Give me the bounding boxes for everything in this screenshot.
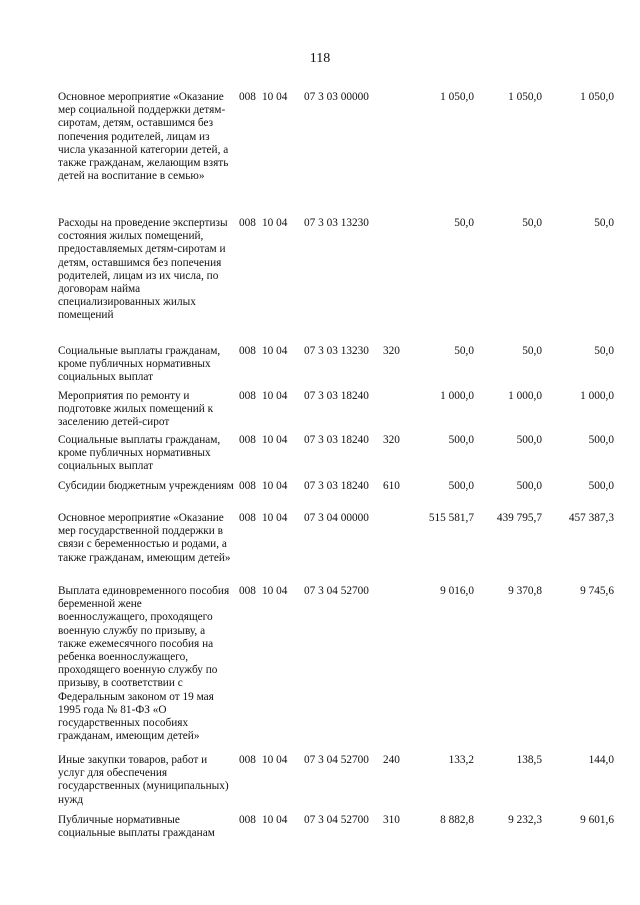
- row-name: Иные закупки товаров, работ и услуг для обеспечения государственных (муниципальных) нужд: [58, 754, 229, 806]
- row-name: Основное мероприятие «Оказание мер государственной поддержки в связи с беременностью и родами, а также гражданам, имеющим детей»: [58, 512, 231, 564]
- page-number: 118: [309, 51, 331, 66]
- ministry-code: 008: [239, 585, 256, 597]
- row-name: Выплата единовременного пособия беременной жене военнослужащего, проходящего военную службу по призыву, а также ежемесячного пособия на ребенка военнослужащего, проходящего военную службу по призыву, в соответствии с Федеральным законом от 19 мая 1995 года № 81-ФЗ «О государственных пособиях гражданам, имеющим детей»: [58, 585, 230, 743]
- row-name: Социальные выплаты гражданам, кроме публичных нормативных социальных выплат: [58, 434, 221, 473]
- amount-year-2: 439 795,7: [496, 512, 542, 524]
- amount-year-1: 50,0: [454, 217, 474, 229]
- amount-year-3: 1 050,0: [580, 91, 614, 103]
- ministry-code: 008: [239, 217, 256, 229]
- target-code: 07 3 03 18240: [304, 480, 369, 492]
- ministry-code: 008: [239, 754, 256, 766]
- amount-year-3: 500,0: [588, 434, 614, 446]
- amount-year-1: 500,0: [448, 480, 474, 492]
- section-code: 10 04: [262, 217, 288, 229]
- target-code: 07 3 04 52700: [304, 585, 369, 597]
- target-code: 07 3 03 18240: [304, 390, 369, 402]
- section-code: 10 04: [262, 814, 288, 826]
- amount-year-3: 50,0: [594, 217, 614, 229]
- section-code: 10 04: [262, 512, 288, 524]
- amount-year-1: 133,2: [448, 754, 474, 766]
- row-name: Публичные нормативные социальные выплаты гражданам: [58, 814, 215, 840]
- amount-year-2: 50,0: [522, 345, 542, 357]
- row-name: Субсидии бюджетным учреждениям: [58, 480, 234, 492]
- amount-year-3: 9 601,6: [580, 814, 614, 826]
- ministry-code: 008: [239, 390, 256, 402]
- expense-type-code: 320: [383, 434, 400, 446]
- row-name: Расходы на проведение экспертизы состояния жилых помещений, предоставляемых детям-сиротам и детям, оставшимся без попечения родителей, лицам из их числа, по договорам найма специализированных жилых помещений: [58, 217, 228, 322]
- amount-year-3: 1 000,0: [580, 390, 614, 402]
- amount-year-3: 144,0: [588, 754, 614, 766]
- section-code: 10 04: [262, 390, 288, 402]
- amount-year-2: 1 050,0: [508, 91, 542, 103]
- amount-year-3: 457 387,3: [568, 512, 614, 524]
- amount-year-3: 50,0: [594, 345, 614, 357]
- section-code: 10 04: [262, 434, 288, 446]
- amount-year-2: 500,0: [516, 434, 542, 446]
- amount-year-2: 1 000,0: [508, 390, 542, 402]
- ministry-code: 008: [239, 814, 256, 826]
- expense-type-code: 610: [383, 480, 400, 492]
- row-name: Социальные выплаты гражданам, кроме публичных нормативных социальных выплат: [58, 345, 221, 384]
- target-code: 07 3 04 52700: [304, 814, 369, 826]
- amount-year-2: 9 232,3: [508, 814, 542, 826]
- row-name: Основное мероприятие «Оказание мер социальной поддержки детям-сиротам, детям, оставшимся без попечения родителей, лицам из числа указанной категории детей, а также гражданам, желающим взять детей на воспитание в семью»: [58, 91, 229, 183]
- amount-year-3: 9 745,6: [580, 585, 614, 597]
- target-code: 07 3 03 00000: [304, 91, 369, 103]
- amount-year-2: 500,0: [516, 480, 542, 492]
- ministry-code: 008: [239, 434, 256, 446]
- amount-year-1: 9 016,0: [440, 585, 474, 597]
- amount-year-1: 50,0: [454, 345, 474, 357]
- amount-year-1: 1 000,0: [440, 390, 474, 402]
- amount-year-1: 1 050,0: [440, 91, 474, 103]
- expense-type-code: 320: [383, 345, 400, 357]
- section-code: 10 04: [262, 345, 288, 357]
- section-code: 10 04: [262, 91, 288, 103]
- section-code: 10 04: [262, 480, 288, 492]
- target-code: 07 3 04 52700: [304, 754, 369, 766]
- section-code: 10 04: [262, 754, 288, 766]
- amount-year-1: 515 581,7: [428, 512, 474, 524]
- ministry-code: 008: [239, 345, 256, 357]
- amount-year-2: 138,5: [516, 754, 542, 766]
- target-code: 07 3 03 18240: [304, 434, 369, 446]
- expense-type-code: 240: [383, 754, 400, 766]
- expense-type-code: 310: [383, 814, 400, 826]
- ministry-code: 008: [239, 480, 256, 492]
- ministry-code: 008: [239, 512, 256, 524]
- target-code: 07 3 04 00000: [304, 512, 369, 524]
- amount-year-1: 8 882,8: [440, 814, 474, 826]
- amount-year-3: 500,0: [588, 480, 614, 492]
- amount-year-1: 500,0: [448, 434, 474, 446]
- section-code: 10 04: [262, 585, 288, 597]
- amount-year-2: 50,0: [522, 217, 542, 229]
- amount-year-2: 9 370,8: [508, 585, 542, 597]
- target-code: 07 3 03 13230: [304, 217, 369, 229]
- row-name: Мероприятия по ремонту и подготовке жилых помещений к заселению детей-сирот: [58, 390, 214, 429]
- target-code: 07 3 03 13230: [304, 345, 369, 357]
- ministry-code: 008: [239, 91, 256, 103]
